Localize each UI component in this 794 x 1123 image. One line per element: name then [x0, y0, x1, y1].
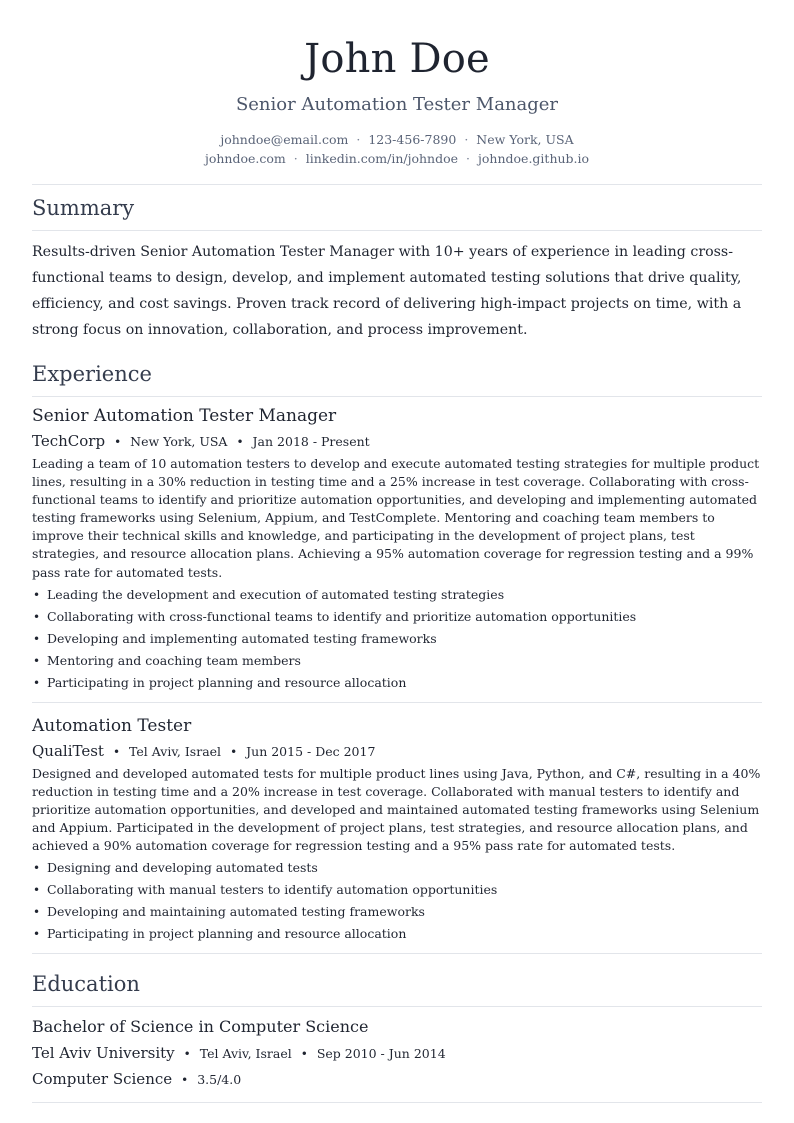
school-dates: Sep 2010 - Jun 2014: [316, 1046, 446, 1062]
separator-dot: •: [181, 1073, 189, 1088]
github-link[interactable]: johndoe.github.io: [478, 151, 590, 166]
separator-dot: •: [183, 1047, 191, 1062]
divider: [32, 1102, 762, 1103]
summary-text: Results-driven Senior Automation Tester Manager with 10+ years of experience in leading cross-functional teams to design, develop, and implement automated testing solutions that drive quality, efficiency, and cost savings. Proven track record of delivering high-impact projects on time, with a strong focus on innovation, collaboration, and process improvement.: [32, 244, 742, 338]
list-item: • Developing and maintaining automated testing frameworks: [32, 901, 762, 923]
divider: [32, 1006, 762, 1007]
experience-heading: Experience: [32, 362, 152, 386]
job-location: Tel Aviv, Israel: [129, 743, 222, 759]
list-item: • Developing and implementing automated testing frameworks: [32, 628, 762, 650]
field-line: [32, 1067, 762, 1092]
location-text: New York, USA: [476, 132, 574, 147]
separator-dot: ·: [464, 132, 469, 147]
linkedin-link[interactable]: linkedin.com/in/johndoe: [305, 151, 459, 166]
list-item: • Mentoring and coaching team members: [32, 650, 762, 672]
separator-dot: •: [112, 744, 121, 759]
separator-dot: ·: [356, 132, 361, 147]
separator-dot: •: [236, 435, 244, 449]
separator-dot: •: [300, 1047, 308, 1062]
school-location: Tel Aviv, Israel: [199, 1046, 292, 1062]
contact-line-1: [32, 130, 762, 149]
job-title: Automation Tester: [32, 715, 192, 736]
experience-entry: [32, 715, 762, 945]
phone-number[interactable]: 123-456-7890: [368, 132, 457, 147]
field-of-study: Computer Science: [32, 1070, 173, 1089]
school-line: [32, 1041, 762, 1066]
job-description: Designed and developed automated tests for multiple product lines using Java, Python, and C#, resulting in a 40% reduction in testing time and a 20% increase in test coverage. Collaborated with manual testers to identify and prioritize automation opportunities, and developed and maintained automated testing frameworks using Selenium and Appium. Participated in the development of project plans, test strategies, and resource allocation plans, and achieved a 90% automation coverage for regression testing and a 95% pass rate for automated tests.: [32, 765, 761, 854]
job-bullets: [32, 584, 762, 694]
education-section: [32, 971, 762, 1103]
list-item: • Collaborating with manual testers to identify automation opportunities: [32, 879, 762, 901]
list-item: • Designing and developing automated tests: [32, 857, 762, 879]
experience-section: [32, 361, 762, 954]
divider: [32, 230, 762, 231]
email-link[interactable]: johndoe@email.com: [220, 132, 349, 147]
contact-info: [32, 130, 762, 168]
school-name: Tel Aviv University: [32, 1044, 175, 1063]
candidate-headline: Senior Automation Tester Manager: [235, 94, 559, 115]
company-name: TechCorp: [32, 432, 106, 450]
job-meta: [32, 741, 762, 762]
list-item: • Leading the development and execution of automated testing strategies: [32, 584, 762, 606]
divider: [32, 396, 762, 397]
job-meta: [32, 431, 762, 452]
website-link[interactable]: johndoe.com: [204, 151, 286, 166]
separator-dot: •: [230, 744, 238, 759]
job-dates: Jan 2018 - Present: [252, 434, 370, 449]
divider: [32, 184, 762, 185]
resume-header: [32, 0, 762, 168]
experience-entry: [32, 405, 762, 694]
list-item: • Participating in project planning and resource allocation: [32, 923, 762, 945]
separator-dot: ·: [293, 151, 298, 166]
divider: [32, 953, 762, 954]
company-name: QualiTest: [32, 741, 104, 760]
education-heading: Education: [32, 972, 140, 997]
job-dates: Jun 2015 - Dec 2017: [246, 743, 376, 759]
gpa: 3.5/4.0: [197, 1072, 242, 1088]
summary-heading: Summary: [32, 196, 135, 220]
job-title: Senior Automation Tester Manager: [32, 406, 337, 426]
degree-title: Bachelor of Science in Computer Science: [32, 1017, 369, 1037]
job-description: Leading a team of 10 automation testers to develop and execute automated testing strategies for multiple product lines, resulting in a 30% reduction in testing time and a 25% increase in test coverage. Collaborating with cross-functional teams to identify and prioritize automation opportunities, and developing and implementing automated testing frameworks using Selenium, Appium, and TestComplete. Mentoring and coaching team members to improve their technical skills and knowledge, and participating in the development of project plans, test strategies, and resource allocation plans. Achieving a 95% automation coverage for regression testing and a 99% pass rate for automated tests.: [32, 456, 760, 580]
separator-dot: •: [114, 435, 122, 449]
job-bullets: [32, 857, 762, 945]
list-item: • Participating in project planning and resource allocation: [32, 672, 762, 694]
contact-line-2: [32, 149, 762, 168]
separator-dot: ·: [466, 151, 471, 166]
summary-section: [32, 195, 762, 343]
list-item: • Collaborating with cross-functional teams to identify and prioritize automation opportunities: [32, 606, 762, 628]
divider: [32, 702, 762, 703]
job-location: New York, USA: [130, 434, 228, 449]
candidate-name: John Doe: [304, 36, 490, 82]
